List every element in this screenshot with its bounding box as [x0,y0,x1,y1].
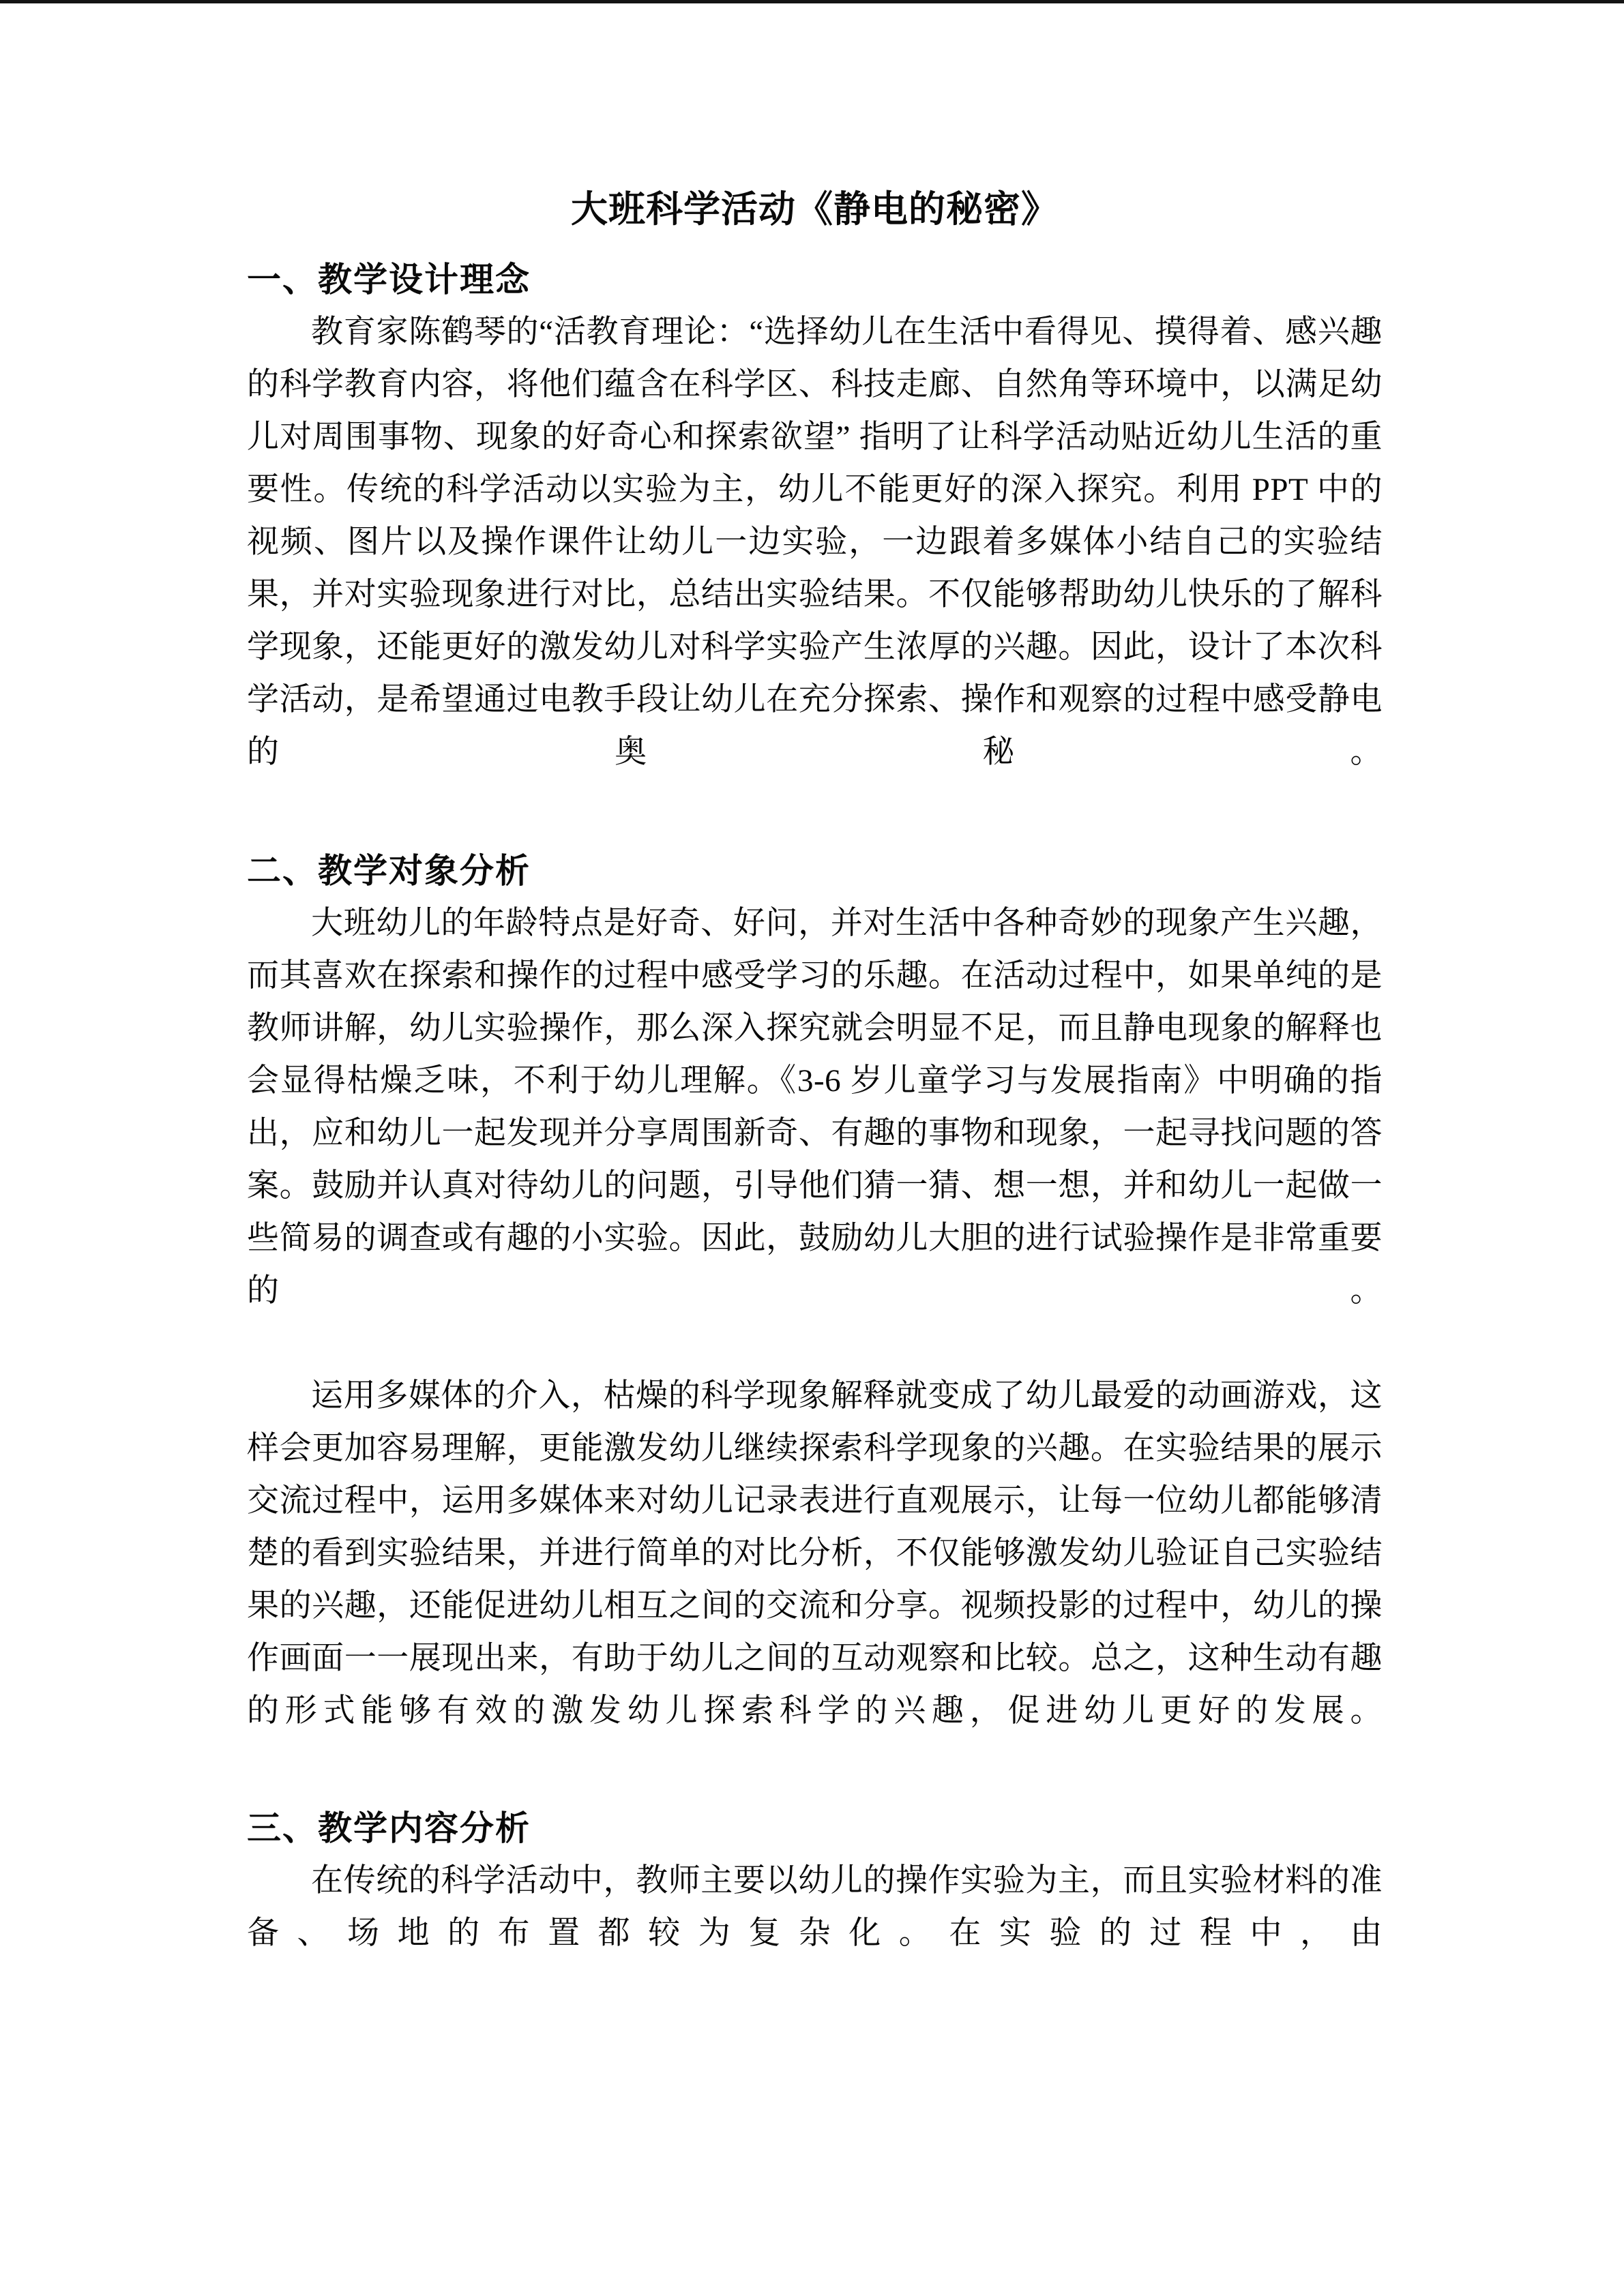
page-title: 大班科学活动《静电的秘密》 [571,189,1059,230]
document-content [247,0,1383,2012]
section-2-paragraph-1: 大班幼儿的年龄特点是好奇、好问，并对生活中各种奇妙的现象产生兴趣，而其喜欢在探索和操作的过程中感受学习的乐趣。在活动过程中，如果单纯的是教师讲解，幼儿实验操作，那么深入探究就会明显不足，而且静电现象的解释也会显得枯燥乏味，不利于幼儿理解。《3-6 岁儿童学习与发展指南》中明确的指出，应和幼儿一起发现并分享周围新奇、有趣的事物和现象，一起寻找问题的答案。鼓励并认真对待幼儿的问题，引导他们猜一猜、想一想，并和幼儿一起做一些简易的调查或有趣的小实验。因此，鼓励幼儿大胆的进行试验操作是非常重要的。 [247,905,1383,1309]
section-heading-3: 三、教学内容分析 [247,1808,531,1847]
section-2-paragraph-2: 运用多媒体的介入，枯燥的科学现象解释就变成了幼儿最爱的动画游戏，这样会更加容易理解，更能激发幼儿继续探索科学现象的兴趣。在实验结果的展示交流过程中，运用多媒体来对幼儿记录表进行直观展示，让每一位幼儿都能够清楚的看到实验结果，并进行简单的对比分析，不仅能够激发幼儿验证自己实验结果的兴趣，还能促进幼儿相互之间的交流和分享。视频投影的过程中，幼儿的操作画面一一展现出来，有助于幼儿之间的互动观察和比较。总之，这种生动有趣的形式能够有效的激发幼儿探索科学的兴趣，促进幼儿更好的发展。 [247,1377,1383,1729]
section-heading-1: 一、教学设计理念 [247,260,531,299]
section-1-paragraph-1: 教育家陈鹤琴的“活教育理论：“选择幼儿在生活中看得见、摸得着、感兴趣的科学教育内容，将他们蕴含在科学区、科技走廊、自然角等环境中，以满足幼儿对周围事物、现象的好奇心和探索欲望” 指明了让科学活动贴近幼儿生活的重要性。传统的科学活动以实验为主，幼儿不能更好的深入探究。利用 PPT 中的视频、图片以及操作课件让幼儿一边实验，一边跟着多媒体小结自己的实验结果，并对实验现象进行对比，总结出实验结果。不仅能够帮助幼儿快乐的了解科学现象，还能更好的激发幼儿对科学实验产生浓厚的兴趣。因此，设计了本次科学活动，是希望通过电教手段让幼儿在充分探索、操作和观察的过程中感受静电的奥秘。 [247,314,1383,770]
section-heading-2: 二、教学对象分析 [247,851,531,890]
section-3-paragraph-1: 在传统的科学活动中，教师主要以幼儿的操作实验为主，而且实验材料的准备、场地的布置都较为复杂化。在实验的过程中，由 [247,1862,1383,1951]
